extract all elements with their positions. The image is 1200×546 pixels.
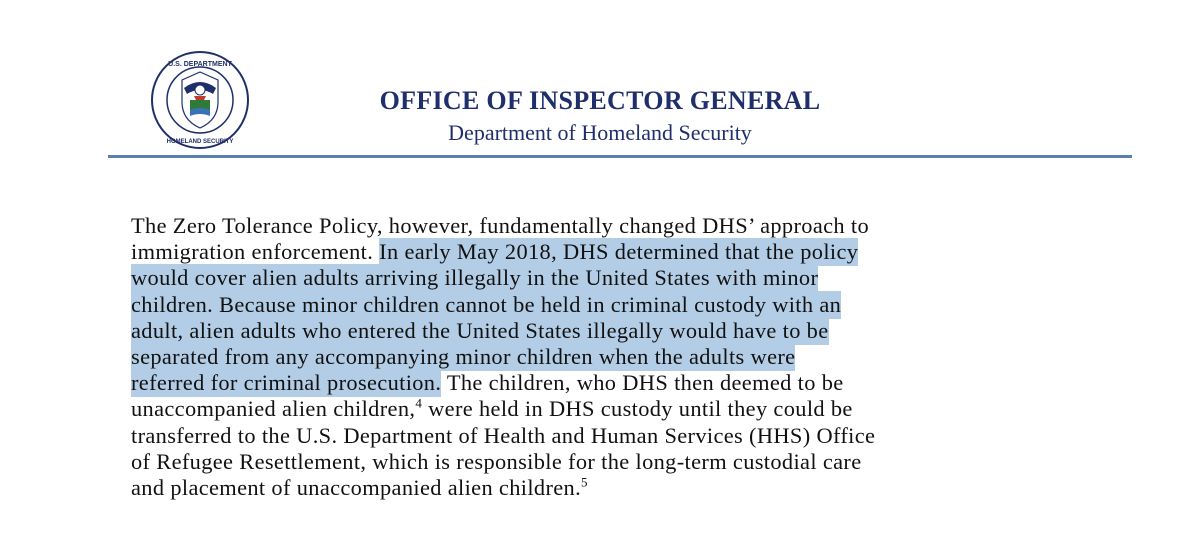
page-title [0, 86, 1200, 116]
text-line-10 [131, 449, 1091, 475]
svg-text:HOMELAND SECURITY: HOMELAND SECURITY [166, 139, 234, 145]
text-line-7 [131, 370, 1091, 396]
header-divider [108, 155, 1132, 158]
text-run: and placement of unaccompanied alien children. [131, 475, 582, 501]
highlighted-text[interactable]: separated from any accompanying minor children when the adults were [131, 344, 796, 370]
office-title: OFFICE OF INSPECTOR GENERAL [379, 86, 821, 115]
highlighted-text[interactable]: children. Because minor children cannot be held in criminal custody with an [131, 291, 842, 317]
text-run: immigration enforcement. [131, 239, 380, 265]
text-line-5 [131, 318, 1091, 344]
text-line-6 [131, 344, 1091, 370]
text-line-4 [131, 292, 1091, 318]
text-line-1 [131, 213, 1091, 239]
text-line-11 [131, 475, 1091, 501]
text-run: The children, who DHS then deemed to be [441, 370, 844, 396]
text-run: were held in DHS custody until they could be [422, 396, 853, 422]
text-line-3 [131, 265, 1091, 291]
body-paragraph [131, 213, 1091, 501]
text-run: transferred to the U.S. Department of Health and Human Services (HHS) Office [131, 422, 876, 448]
footnote-ref-4[interactable]: 4 [415, 395, 423, 411]
highlighted-text[interactable]: adult, alien adults who entered the United States illegally would have to be [131, 317, 829, 343]
highlighted-text[interactable]: referred for criminal prosecution. [131, 370, 442, 396]
text-line-8 [131, 396, 1091, 422]
text-line-9 [131, 423, 1091, 449]
highlighted-text[interactable]: In early May 2018, DHS determined that the policy [379, 239, 859, 265]
svg-text:U.S. DEPARTMENT: U.S. DEPARTMENT [168, 61, 232, 68]
footnote-ref-5[interactable]: 5 [581, 474, 588, 490]
page-subtitle: Department of Homeland Security [448, 120, 752, 145]
text-line-2 [131, 239, 1091, 265]
text-run: unaccompanied alien children, [131, 396, 416, 422]
highlighted-text[interactable]: would cover alien adults arriving illegally in the United States with minor [131, 265, 819, 291]
text-run: The Zero Tolerance Policy, however, fundamentally changed DHS’ approach to [131, 213, 870, 238]
text-run: of Refugee Resettlement, which is responsible for the long-term custodial care [131, 448, 862, 474]
